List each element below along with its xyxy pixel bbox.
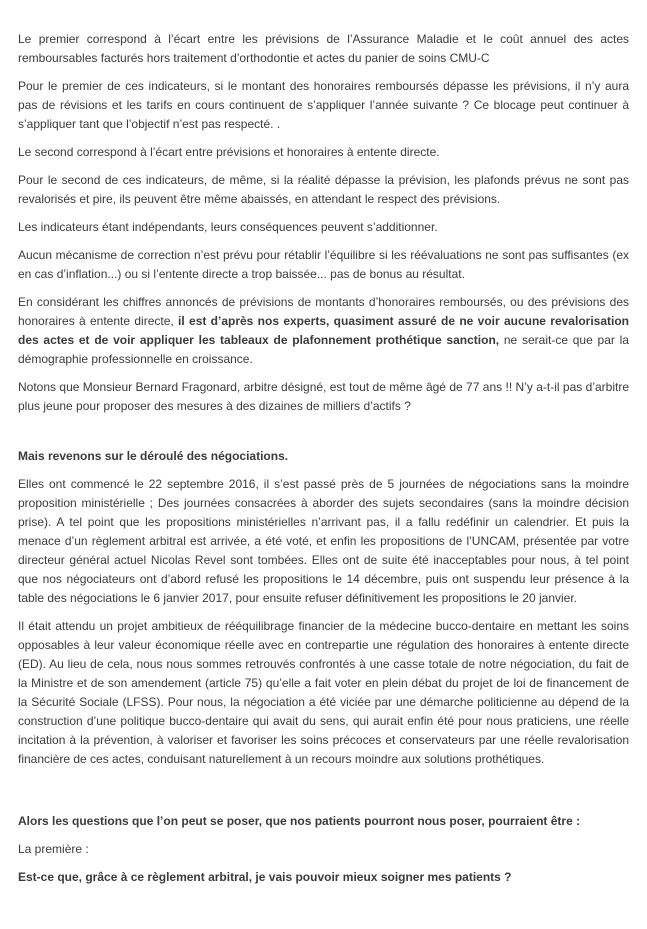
text-run: En considérant les chiffres annoncés de prévisions de montants d’honoraires remboursés, ou des prévisions des honoraires à entente directe, [18, 295, 629, 328]
vertical-spacer [18, 778, 629, 812]
text-run: Les indicateurs étant indépendants, leurs conséquences peuvent s’additionner. [18, 220, 438, 234]
paragraph-2 [18, 77, 629, 134]
question-1-heading [18, 868, 629, 887]
paragraph-13 [18, 840, 629, 859]
paragraph-3 [18, 143, 629, 162]
paragraph-4 [18, 171, 629, 209]
paragraph-5 [18, 218, 629, 237]
text-run-bold: Est-ce que, grâce à ce règlement arbitral, je vais pouvoir mieux soigner mes patients ? [18, 870, 512, 884]
questions-intro-heading [18, 812, 629, 831]
text-run: Le second correspond à l’écart entre prévisions et honoraires à entente directe. [18, 145, 440, 159]
text-run: La première : [18, 842, 89, 856]
text-run-bold: il est d’après nos experts, quasiment assuré de ne voir aucune revalorisation des actes et de voir appliquer les tableaux de plafonnement prothétique sanction, [18, 314, 629, 347]
text-run-bold: Alors les questions que l’on peut se poser, que nos patients pourront nous poser, pourraient être : [18, 814, 581, 828]
text-run: Pour le second de ces indicateurs, de même, si la réalité dépasse la prévision, les plafonds prévus ne sont pas revalorisés et pire, ils peuvent être même abaissés, en attendant le respect des prévisions. [18, 173, 629, 206]
paragraph-7 [18, 293, 629, 369]
paragraph-1 [18, 30, 629, 68]
text-run-bold: Mais revenons sur le déroulé des négociations. [18, 449, 289, 463]
text-run: Pour le premier de ces indicateurs, si le montant des honoraires remboursés dépasse les prévisions, il n’y aura pas de révisions et les tarifs en cours continuent de s’appliquer l’année suivante ? Ce blocage peut continuer à s’appliquer tant que l’objectif n’est pas respecté. . [18, 79, 629, 131]
text-run: Notons que Monsieur Bernard Fragonard, arbitre désigné, est tout de même âgé de 77 ans !! N’y a-t-il pas d’arbitre plus jeune pour proposer des mesures à des dizaines de milliers d’actifs ? [18, 380, 629, 413]
section-heading-negociations [18, 447, 629, 466]
paragraph-8 [18, 378, 629, 416]
text-run: Elles ont commencé le 22 septembre 2016, il s’est passé près de 5 journées de négociations sans la moindre proposition ministérielle ; Des journées consacrées à aborder des sujets secondaires (sans la moindre décision prise). A tel point que les propositions ministérielles n’arrivant pas, il a fallu redéfinir un calendrier. Et puis la menace d’un règlement arbitral est arrivée, a été voté, et enfin les propositions de l’UNCAM, présentée par votre directeur général actuel Nicolas Revel sont tombées. Elles ont de suite été inacceptables pour nous, à tel point que nos négociateurs ont d’abord refusé les propositions le 14 décembre, puis ont suspendu leur présence à la table des négociations le 6 janvier 2017, pour ensuite refuser définitivement les propositions le 20 janvier. [18, 477, 629, 605]
text-run: Aucun mécanisme de correction n’est prévu pour rétablir l’équilibre si les réévaluations ne sont pas suffisantes (ex en cas d’inflation...) ou si l’entente directe a trop baissée... pas de bonus au résultat. [18, 248, 629, 281]
text-run: Il était attendu un projet ambitieux de rééquilibrage financier de la médecine bucco-dentaire en mettant les soins opposables à leur valeur économique réelle avec en contrepartie une régulation des honoraires à entente directe (ED). Au lieu de cela, nous nous sommes retrouvés confrontés à une casse totale de notre négociation, du fait de la Ministre et de son amendement (article 75) qu’elle a fait voter en plein débat du projet de loi de financement de la Sécurité Sociale (LFSS). Pour nous, la négociation a été viciée par une démarche politicienne au dépend de la construction d’une politique bucco-dentaire qui avait du sens, qui aurait enfin été pour nous praticiens, une réelle incitation à la prévention, à valoriser et favoriser les soins précoces et conservateurs par une réelle revalorisation financière de ces actes, conduisant naturellement à un recours moindre aux solutions prothétiques. [18, 619, 629, 766]
paragraph-11 [18, 617, 629, 769]
paragraph-10 [18, 475, 629, 608]
text-run: ne serait-ce que par la démographie professionnelle en croissance. [18, 333, 629, 366]
text-run: Le premier correspond à l’écart entre les prévisions de l’Assurance Maladie et le coût annuel des actes remboursables facturés hors traitement d’orthodontie et actes du panier de soins CMU-C [18, 32, 629, 65]
vertical-spacer [18, 425, 629, 447]
paragraph-6 [18, 246, 629, 284]
